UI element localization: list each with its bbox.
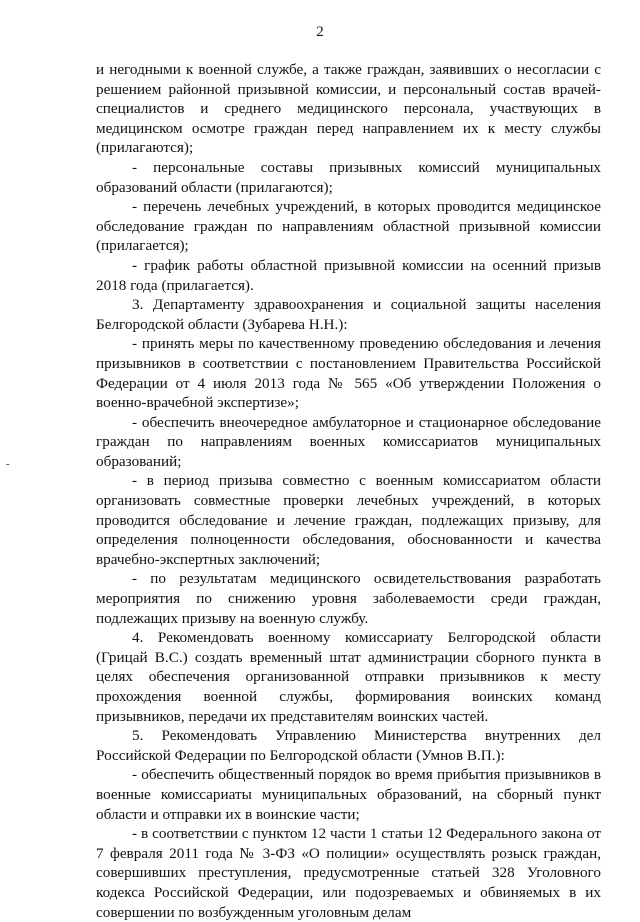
paragraph-10: 4. Рекомендовать военному комиссариату Белгородской области (Грицай В.С.) создать временный штат администрации сборного пункта в целях обеспечения организованной отправки призывников к месту прохождения военной службы, формирования воинских команд призывников, передачи их представителям воинских частей.	[96, 629, 601, 725]
paragraph-11: 5. Рекомендовать Управлению Министерства внутренних дел Российской Федерации по Белгородской области (Умнов В.П.):	[96, 727, 601, 764]
paragraph-2: - персональные составы призывных комиссий муниципальных образований области (прилагаются);	[96, 158, 601, 196]
paragraph-8: - в период призыва совместно с военным комиссариатом области организовать совместные проверки лечебных учреждений, в которых проводится обследование и лечение граждан, подлежащих призыву, для определения полноценности обследования, обоснованности и качества врачебно-экспертных заключений;	[96, 472, 601, 568]
document-body	[96, 60, 601, 922]
paragraph-12: - обеспечить общественный порядок во время прибытия призывников в военные комиссариаты муниципальных образований, на сборный пункт области и отправки их в воинские части;	[96, 766, 601, 823]
margin-mark: -	[6, 458, 10, 470]
paragraph-7: - обеспечить внеочередное амбулаторное и стационарное обследование граждан по направлениям военных комиссариатов муниципальных образований;	[96, 413, 601, 470]
paragraph-4: - график работы областной призывной комиссии на осенний призыв 2018 года (прилагается).	[96, 256, 601, 294]
paragraph-9: - по результатам медицинского освидетельствования разработать мероприятия по снижению уровня заболеваемости среди граждан, подлежащих призыву на военную службу.	[96, 570, 601, 627]
paragraph-3: - перечень лечебных учреждений, в которых проводится медицинское обследование граждан по направлениям областной призывной комиссии (прилагается);	[96, 198, 601, 255]
paragraph-6: - принять меры по качественному проведению обследования и лечения призывников в соответствии с постановлением Правительства Российской Федерации от 4 июля 2013 года № 565 «Об утверждении Положения о военно-врачебной экспертизе»;	[96, 335, 601, 412]
paragraph-13: - в соответствии с пунктом 12 части 1 статьи 12 Федерального закона от 7 февраля 2011 года № 3-ФЗ «О полиции» осуществлять розыск граждан, совершивших преступления, предусмотренные статьей 328 Уголовного кодекса Российской Федерации, или подозреваемых и обвиняемых в их совершении по возбужденным уголовным делам	[96, 825, 601, 921]
page-number: 2	[316, 24, 324, 40]
paragraph-5: 3. Департаменту здравоохранения и социальной защиты населения Белгородской области (Зубарева Н.Н.):	[96, 296, 601, 333]
paragraph-1: и негодными к военной службе, а также граждан, заявивших о несогласии с решением районной призывной комиссии, и персональный состав врачей-специалистов и среднего медицинского персонала, участвующих в медицинском осмотре граждан перед направлением их к месту службы (прилагаются);	[96, 61, 601, 157]
